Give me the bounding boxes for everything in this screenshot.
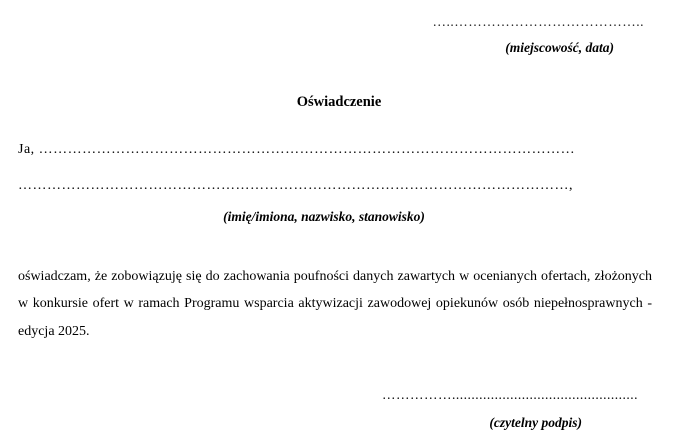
page-title: Oświadczenie (296, 94, 382, 110)
declarant-fill-line-2: ……………………………………………………………………………………………………, (18, 178, 573, 193)
place-date-fill-line: …..………………………………….. (432, 14, 644, 29)
document-page (0, 14, 678, 433)
signature-fill-line: ……………................................................ (382, 386, 638, 402)
signature-caption: (czytelny podpis) (489, 414, 582, 430)
declaration-body-paragraph: oświadczam, że zobowiązuję się do zachowania poufności danych zawartych w ocenianych ofertach, złożonych w konkursie ofert w ramach Programu wsparcia aktywizacji zawodowej opiekunów osób niepełnosprawnych - edycja 2025. (18, 269, 652, 339)
place-date-caption: (miejscowość, data) (505, 40, 614, 55)
declarant-fill-line-1: Ja, ………………………………………………………………………………………………… (18, 142, 576, 157)
declarant-fields-caption: (imię/imiona, nazwisko, stanowisko) (223, 209, 425, 224)
